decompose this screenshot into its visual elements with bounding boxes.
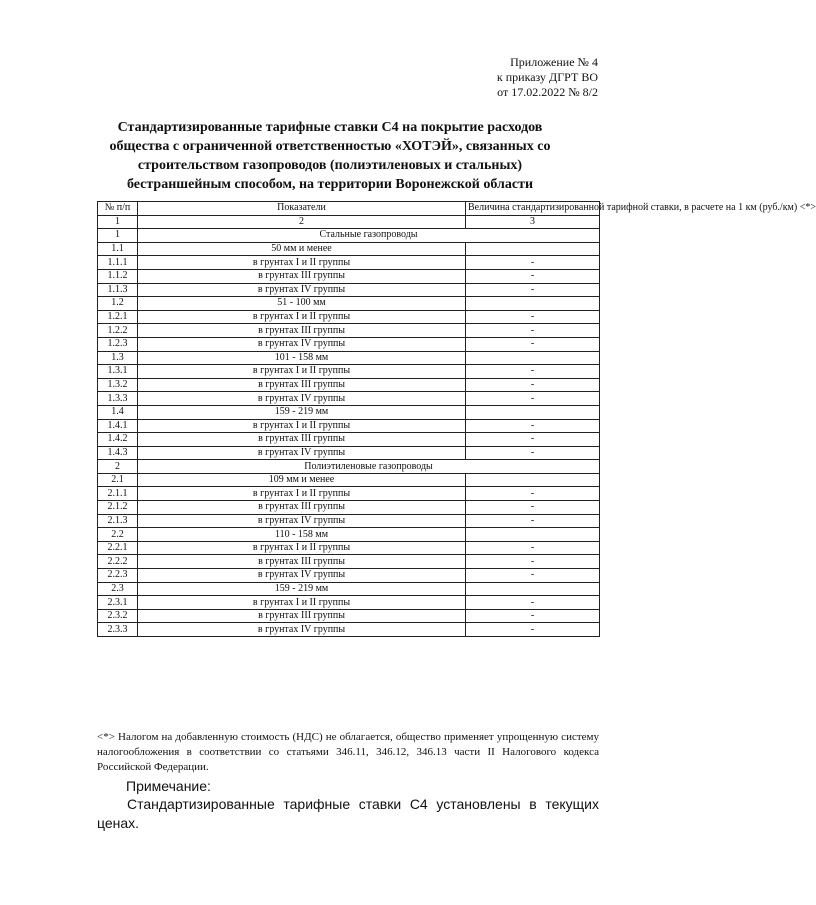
table-row: [98, 283, 600, 297]
soil-group-label: в грунтах IV группы: [138, 446, 466, 460]
row-number: 2.3.1: [98, 596, 138, 610]
tariff-value: -: [466, 623, 600, 637]
tariff-value: -: [466, 487, 600, 501]
table-row: [98, 433, 600, 447]
table-row: [98, 446, 600, 460]
row-number: 1.3: [98, 351, 138, 365]
soil-group-label: в грунтах III группы: [138, 609, 466, 623]
row-number: 2.1.3: [98, 514, 138, 528]
tariff-value: -: [466, 609, 600, 623]
row-number: 2.3.3: [98, 623, 138, 637]
attachment-reference: [497, 55, 598, 100]
table-header-row: [98, 202, 600, 216]
tariff-value: -: [466, 337, 600, 351]
diameter-label: 51 - 100 мм: [138, 297, 466, 311]
soil-group-label: в грунтах III группы: [138, 269, 466, 283]
row-number: 1: [98, 229, 138, 243]
diameter-label: 159 - 219 мм: [138, 405, 466, 419]
tariff-table: [97, 201, 816, 637]
diameter-label: 109 мм и менее: [138, 473, 466, 487]
table-row: [98, 473, 600, 487]
soil-group-label: в грунтах IV группы: [138, 623, 466, 637]
table-row: [98, 256, 600, 270]
row-number: 1.4: [98, 405, 138, 419]
header-value: Величина стандартизированной тарифной ставки, в расчете на 1 км (руб./км) <*>: [466, 202, 600, 216]
soil-group-label: в грунтах I и II группы: [138, 256, 466, 270]
table-row: [98, 623, 600, 637]
row-number: 2.1.1: [98, 487, 138, 501]
note-text: Стандартизированные тарифные ставки С4 установлены в текущих ценах.: [97, 796, 599, 831]
tariff-value: -: [466, 446, 600, 460]
column-number: 3: [466, 215, 600, 229]
soil-group-label: в грунтах III группы: [138, 324, 466, 338]
group-label: Стальные газопроводы: [138, 229, 600, 243]
tariff-value: [466, 582, 600, 596]
row-number: 1.4.1: [98, 419, 138, 433]
table-row: [98, 310, 600, 324]
row-number: 1.1.1: [98, 256, 138, 270]
tariff-value: -: [466, 555, 600, 569]
column-number: 2: [138, 215, 466, 229]
row-number: 1.2: [98, 297, 138, 311]
tariff-value: -: [466, 310, 600, 324]
header-number: № п/п: [98, 202, 138, 216]
tariff-value: -: [466, 283, 600, 297]
soil-group-label: в грунтах IV группы: [138, 569, 466, 583]
vat-footnote: <*> Налогом на добавленную стоимость (НДС) не облагается, общество применяет упрощенную систему налогообложения в соответствии со статьями 346.11, 346.12, 346.13 части II Налогового кодекса Российской Федерации.: [97, 731, 599, 773]
table-row: [98, 582, 600, 596]
table-row: [98, 596, 600, 610]
table-row: [98, 269, 600, 283]
soil-group-label: в грунтах IV группы: [138, 392, 466, 406]
row-number: 2.2.1: [98, 541, 138, 555]
table-row: [98, 609, 600, 623]
table-row: [98, 337, 600, 351]
diameter-label: 101 - 158 мм: [138, 351, 466, 365]
soil-group-label: в грунтах I и II группы: [138, 541, 466, 555]
table-row: [98, 501, 600, 515]
row-number: 1.2.1: [98, 310, 138, 324]
table-row: [98, 297, 600, 311]
tariff-value: -: [466, 324, 600, 338]
soil-group-label: в грунтах IV группы: [138, 514, 466, 528]
table-row: [98, 541, 600, 555]
row-number: 2.2: [98, 528, 138, 542]
tariff-value: [466, 242, 600, 256]
document-title: Стандартизированные тарифные ставки С4 на покрытие расходов общества с ограниченной ответственностью «ХОТЭЙ», связанных со строительством газопроводов (полиэтиленовых и стальных) бестраншейным способом, на территории Воронежской области: [109, 120, 551, 192]
group-label: Полиэтиленовые газопроводы: [138, 460, 600, 474]
row-number: 2: [98, 460, 138, 474]
tariff-value: [466, 351, 600, 365]
table-row: [98, 351, 600, 365]
table-row: [98, 555, 600, 569]
header-indicators: Показатели: [138, 202, 466, 216]
soil-group-label: в грунтах I и II группы: [138, 310, 466, 324]
row-number: 1.2.2: [98, 324, 138, 338]
row-number: 1.1: [98, 242, 138, 256]
tariff-value: -: [466, 419, 600, 433]
table-row: [98, 569, 600, 583]
tariff-value: [466, 297, 600, 311]
attachment-line-1: Приложение № 4: [510, 55, 598, 69]
soil-group-label: в грунтах III группы: [138, 501, 466, 515]
row-number: 2.1: [98, 473, 138, 487]
diameter-label: 110 - 158 мм: [138, 528, 466, 542]
tariff-value: -: [466, 365, 600, 379]
soil-group-label: в грунтах III группы: [138, 555, 466, 569]
table-row: [98, 460, 600, 474]
column-number: 1: [98, 215, 138, 229]
table-row: [98, 229, 600, 243]
tariff-value: -: [466, 256, 600, 270]
tariff-value: [466, 473, 600, 487]
table-row: [98, 378, 600, 392]
row-number: 1.3.3: [98, 392, 138, 406]
table-row: [98, 405, 600, 419]
table-row: [98, 487, 600, 501]
diameter-label: 50 мм и менее: [138, 242, 466, 256]
soil-group-label: в грунтах IV группы: [138, 283, 466, 297]
soil-group-label: в грунтах I и II группы: [138, 487, 466, 501]
tariff-value: -: [466, 392, 600, 406]
diameter-label: 159 - 219 мм: [138, 582, 466, 596]
tariff-value: -: [466, 514, 600, 528]
note-heading: Примечание:: [126, 778, 211, 794]
row-number: 2.1.2: [98, 501, 138, 515]
row-number: 1.4.2: [98, 433, 138, 447]
row-number: 1.1.2: [98, 269, 138, 283]
soil-group-label: в грунтах I и II группы: [138, 419, 466, 433]
table-row: [98, 419, 600, 433]
row-number: 1.3.1: [98, 365, 138, 379]
row-number: 2.3.2: [98, 609, 138, 623]
tariff-value: -: [466, 269, 600, 283]
table-row: [98, 528, 600, 542]
row-number: 2.2.2: [98, 555, 138, 569]
soil-group-label: в грунтах I и II группы: [138, 596, 466, 610]
tariff-value: -: [466, 596, 600, 610]
row-number: 1.4.3: [98, 446, 138, 460]
tariff-value: [466, 405, 600, 419]
soil-group-label: в грунтах I и II группы: [138, 365, 466, 379]
tariff-value: -: [466, 541, 600, 555]
soil-group-label: в грунтах III группы: [138, 433, 466, 447]
tariff-value: -: [466, 433, 600, 447]
tariff-value: -: [466, 378, 600, 392]
row-number: 2.2.3: [98, 569, 138, 583]
table-row: [98, 392, 600, 406]
table-row: [98, 514, 600, 528]
row-number: 1.1.3: [98, 283, 138, 297]
attachment-line-3: от 17.02.2022 № 8/2: [497, 85, 598, 99]
table-body: [98, 229, 600, 637]
row-number: 1.3.2: [98, 378, 138, 392]
column-number-row: [98, 215, 600, 229]
table-row: [98, 324, 600, 338]
row-number: 1.2.3: [98, 337, 138, 351]
tariff-value: -: [466, 501, 600, 515]
soil-group-label: в грунтах III группы: [138, 378, 466, 392]
row-number: 2.3: [98, 582, 138, 596]
soil-group-label: в грунтах IV группы: [138, 337, 466, 351]
attachment-line-2: к приказу ДГРТ ВО: [496, 70, 598, 84]
table-row: [98, 365, 600, 379]
table-row: [98, 242, 600, 256]
tariff-value: [466, 528, 600, 542]
tariff-value: -: [466, 569, 600, 583]
